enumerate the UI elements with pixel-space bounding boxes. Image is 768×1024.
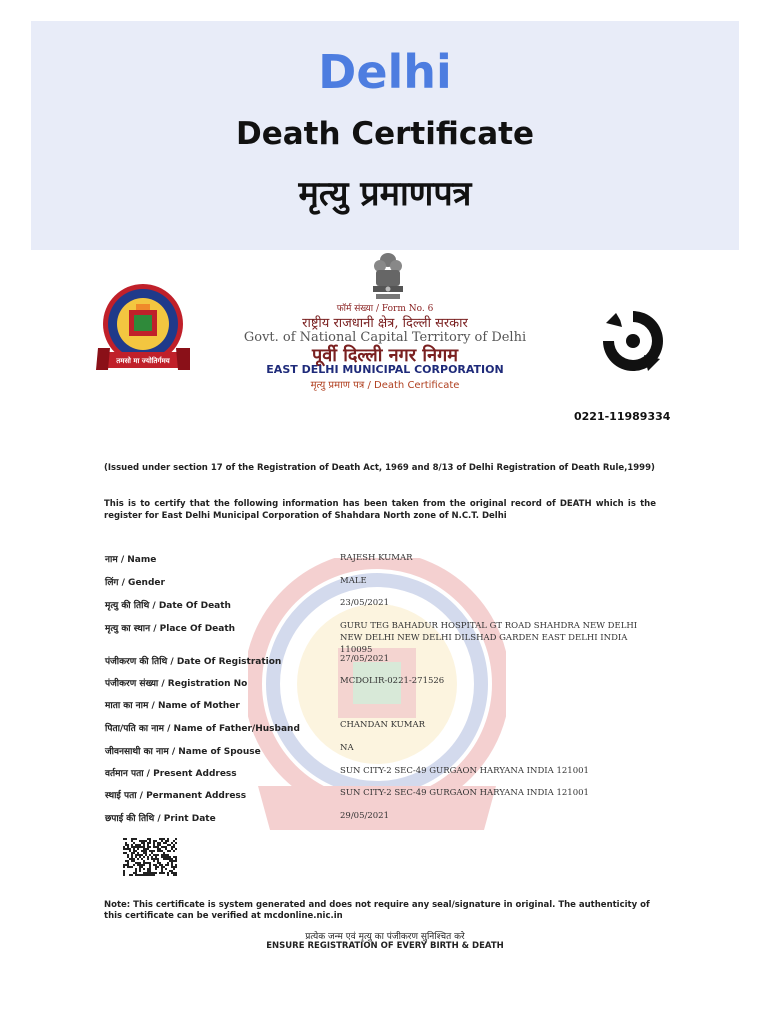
field-value-permanent-address: SUN CITY-2 SEC-49 GURGAON HARYANA INDIA 121001 [340,788,589,798]
field-value-place-of-death: GURU TEG BAHADUR HOSPITAL GT ROAD SHAHDRA NEW DELHI NEW DELHI NEW DELHI DILSHAD GARDEN EAST DELHI INDIA 110095 [340,621,638,655]
certificate-registration-number: 0221-11989334 [574,410,671,423]
state-emblem-icon [368,250,408,302]
field-value-print-date: 29/05/2021 [340,811,389,821]
qr-code-icon [123,838,177,876]
field-value-registration-no: MCDOLIR-0221-271526 [340,676,445,686]
banner-hindi-title: मृत्यु प्रमाणपत्र [298,174,472,214]
field-value-date-of-registration: 27/05/2021 [340,654,389,664]
issued-under-text: (Issued under section 17 of the Registration of Death Act, 1969 and 8/13 of Delhi Registration of Death Rule,1999) [104,463,655,473]
document-type: मृत्यु प्रमाण पत्र / Death Certificate [310,380,460,391]
field-value-present-address: SUN CITY-2 SEC-49 GURGAON HARYANA INDIA 121001 [340,766,589,776]
field-value-gender: MALE [340,576,367,586]
corporation-name-english: EAST DELHI MUNICIPAL CORPORATION [266,363,504,376]
field-value-name: RAJESH KUMAR [340,553,413,563]
field-value-date-of-death: 23/05/2021 [340,598,389,608]
footer-hindi: प्रत्येक जन्म एवं मृत्यु का पंजीकरण सुनिश्चित करे [305,932,465,942]
field-label-date-of-registration: पंजीकरण की तिथि / Date Of Registration [105,657,282,667]
field-label-permanent-address: स्थाई पता / Permanent Address [105,791,247,801]
field-label-date-of-death: मृत्यु की तिथि / Date Of Death [105,601,231,611]
field-label-gender: लिंग / Gender [105,578,165,588]
banner-title: Delhi [318,45,452,99]
footer-english: ENSURE REGISTRATION OF EVERY BIRTH & DEATH [266,941,504,951]
certify-text: This is to certify that the following information has been taken from the original record of DEATH which is the register for East Delhi Municipal Corporation of Shahdara North zone of N.C.T. Delhi [104,499,656,521]
field-label-print-date: छपाई की तिथि / Print Date [105,814,216,824]
field-label-registration-no: पंजीकरण संख्या / Registration No [105,679,248,689]
seal-motto: तमसो मा ज्योतिर्गमय [116,357,170,365]
field-label-name: नाम / Name [105,555,157,565]
field-label-place-of-death: मृत्यु का स्थान / Place Of Death [105,624,236,634]
govt-name-hindi: राष्ट्रीय राजधानी क्षेत्र, दिल्ली सरकार [302,316,468,331]
corporation-name-hindi: पूर्वी दिल्ली नगर निगम [312,345,458,366]
form-number: फॉर्म संख्या / Form No. 6 [336,304,434,314]
govt-name-english: Govt. of National Capital Territory of Delhi [243,330,527,345]
field-label-spouse-name: जीवनसाथी का नाम / Name of Spouse [105,747,261,757]
title-banner [31,21,739,250]
municipal-seal-icon [96,282,190,378]
field-label-present-address: वर्तमान पता / Present Address [105,769,237,779]
circular-arrows-logo-icon [588,305,678,377]
field-label-mother-name: माता का नाम / Name of Mother [105,701,240,711]
note-text: Note: This certificate is system generated and does not require any seal/signature in original. The authenticity of this certificate can be verified at mcdonline.nic.in [104,900,650,921]
banner-subtitle: Death Certificate [236,116,534,152]
field-value-father-name: CHANDAN KUMAR [340,720,426,730]
field-value-spouse-name: NA [340,743,354,753]
field-label-father-name: पिता/पति का नाम / Name of Father/Husband [105,724,300,734]
